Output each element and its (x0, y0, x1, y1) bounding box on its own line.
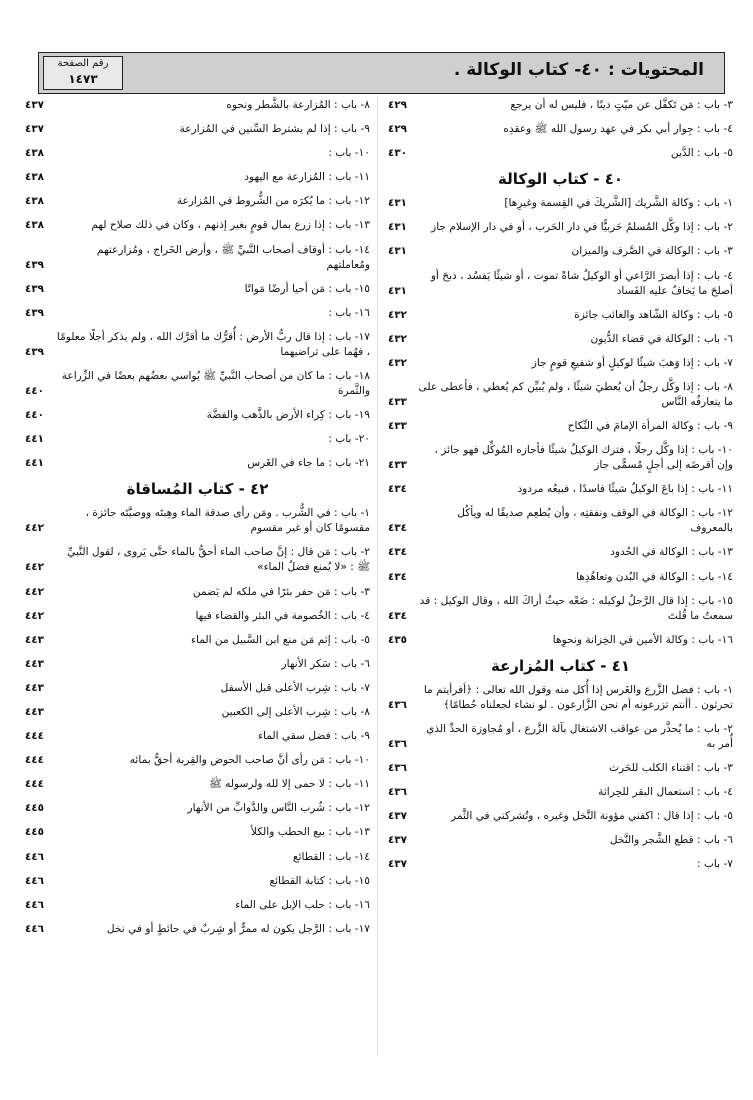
toc-entry[interactable] (388, 332, 733, 347)
toc-entry-title: ٨- باب : إذا وكَّل رجلٌ أن يُعطيَ شيئًا ، ولم يُبيِّن كم يُعطي ، فأعطى على ما يتعارفُه النَّاس (418, 380, 733, 408)
toc-entry[interactable] (388, 482, 733, 497)
page-number: ١٤٧٣ (68, 72, 98, 86)
toc-entry[interactable] (25, 633, 370, 648)
toc-entry-title: ٣- باب : اقتناء الكلب للحَرث (608, 761, 733, 774)
toc-entry-title: ٩- باب : فضل سقي الماء (258, 730, 370, 743)
page-header (38, 52, 725, 94)
toc-entry-title: ١٢- باب : شُرب النَّاس والدَّوابِّ من الأنهار (187, 802, 370, 815)
toc-entry-page: ٤٣٦ (388, 761, 408, 774)
toc-entry-page: ٤٣٦ (388, 786, 408, 799)
toc-entry-title: ١٣- باب : بيع الحطب والكلأ (250, 826, 370, 839)
toc-entry[interactable] (388, 722, 733, 752)
toc-entry-title: ٧- باب : (697, 858, 733, 871)
toc-entry-page: ٤٣٩ (25, 282, 45, 295)
toc-entry[interactable] (388, 545, 733, 560)
toc-entry[interactable] (25, 874, 370, 889)
toc-entry-page: ٤٣٧ (25, 123, 45, 136)
toc-entry-title: ١٥- باب : مَن أحيا أرضًا مَواتًا (244, 282, 370, 295)
toc-entry[interactable] (25, 898, 370, 913)
toc-entry-page: ٤٤٤ (25, 730, 45, 743)
toc-entry[interactable] (25, 243, 370, 273)
toc-entry-title: ٩- باب : إذا لم يشترط السِّنين في المُزارعة (179, 123, 370, 136)
toc-entry[interactable] (388, 380, 733, 410)
toc-entry-title: ٧- باب : إذا وَهبَ شيئًا لوكيلٍ أو شفيعِ قومٍ جاز (531, 356, 733, 369)
toc-entry[interactable] (25, 408, 370, 423)
toc-entry-page: ٤٤٢ (25, 609, 45, 622)
toc-entry[interactable] (25, 98, 370, 113)
toc-entry[interactable] (25, 609, 370, 624)
toc-entry-page: ٤٣٦ (388, 737, 408, 750)
toc-entry[interactable] (25, 585, 370, 600)
toc-entry-page: ٤٣١ (388, 221, 408, 234)
toc-entry-page: ٤٤٦ (25, 850, 45, 863)
toc-entry-title: ٤- باب : إذا أبصرَ الرَّاعي أو الوكيلُ شاةً تموت ، أو شيئًا يَفسُد ، ذبحَ أو أصلحَ ما يَخافُ عليه الفَساد (430, 269, 733, 297)
toc-entry-title: ١٤- باب : الوكالة في البُدن وتعاهُدِها (576, 570, 733, 583)
toc-entry[interactable] (25, 850, 370, 865)
left-column (25, 98, 370, 946)
toc-entry[interactable] (388, 833, 733, 848)
toc-entry-title: ٦- باب : الوكالة في قضاء الدُّيون (590, 332, 733, 345)
toc-entry-page: ٤٣٩ (25, 306, 45, 319)
toc-entry-title: ١٠- باب : إذا وكَّل رجلًا ، فترك الوكيلُ شيئًا فأجازه المُوكِّل فهو جائز ، وإن أقرضَه إلى أجلٍ مُسمًّى جاز (434, 444, 733, 472)
toc-entry-page: ٤٣٦ (388, 698, 408, 711)
toc-entry[interactable] (25, 432, 370, 447)
toc-entry-page: ٤٣٣ (388, 459, 408, 472)
toc-entry-title: ٢١- باب : ما جاء في الغَرس (247, 457, 370, 470)
toc-entry-page: ٤٤٢ (25, 522, 45, 535)
toc-entry-title: ١٧- باب : الرَّجل يكون له ممرٌّ أو شِربٌ في حائطٍ أو في نخل (106, 922, 370, 935)
toc-entry[interactable] (388, 594, 733, 624)
toc-entry-title: ٣- باب : مَن حفر بئرًا في ملكه لم يَضمن (192, 585, 370, 598)
toc-entry-title: ١١- باب : لا حمى إلا لله ولرسوله ﷺ (208, 778, 370, 791)
toc-entry-page: ٤٤٣ (25, 681, 45, 694)
toc-entry[interactable] (388, 98, 733, 113)
toc-entry[interactable] (25, 194, 370, 209)
toc-entry-page: ٤٣٨ (25, 147, 45, 160)
toc-entry-title: ١٦- باب : (328, 306, 370, 319)
toc-entry[interactable] (388, 570, 733, 585)
toc-entry-page: ٤٣٩ (25, 258, 45, 271)
toc-entry-page: ٤٣٣ (388, 420, 408, 433)
toc-entry-title: ١- باب : فضل الزَّرع والغَرس إذا أُكل منه وقول الله تعالى : ﴿أفرأيتم ما تحرثون . أأنتم تزرعونه أم نحن الزَّارعون . لو نشاء لجعلناه حُطامًا﴾ (423, 683, 733, 711)
toc-entry-title: ١٢- باب : الوكالة في الوقف ونفقتِه ، وأن يُطعِم صديقًا له ويأكُل بالمعروف (457, 507, 733, 535)
toc-entry[interactable] (25, 306, 370, 321)
toc-entry[interactable] (25, 681, 370, 696)
toc-entry[interactable] (25, 825, 370, 840)
toc-entry-page: ٤٣٧ (388, 810, 408, 823)
toc-entry[interactable] (25, 456, 370, 471)
toc-entry[interactable] (388, 443, 733, 473)
toc-entry-title: ٣- باب : الوكالة في الصَّرف والميزان (571, 245, 733, 258)
toc-entry-page: ٤٣٨ (25, 171, 45, 184)
toc-entry-page: ٤٢٩ (388, 99, 408, 111)
page-number-box (43, 56, 123, 90)
toc-entry-page: ٤٣٥ (388, 633, 408, 646)
toc-entry-title: ١٦- باب : وكالة الأمين في الخِزانة ونحوِها (552, 633, 733, 646)
toc-entry-page: ٤٤٥ (25, 826, 45, 839)
toc-entry-title: ١٥- باب : كتابة القطائع (269, 874, 370, 887)
toc-entry-title: ١١- باب : المُزارعة مع اليهود (244, 171, 370, 184)
toc-entry-page: ٤٤٣ (25, 657, 45, 670)
toc-entry-page: ٤٤١ (25, 433, 45, 446)
toc-entry-page: ٤٣٤ (388, 570, 408, 583)
toc-entry-title: ١١- باب : إذا باعَ الوكيلُ شيئًا فاسدًا ، فبيعُه مردود (517, 483, 733, 496)
toc-entry-page: ٤٤٣ (25, 633, 45, 646)
toc-entry-page: ٤٣٤ (388, 609, 408, 622)
page-number-label: رقم الصفحة (57, 58, 109, 69)
toc-entry[interactable] (388, 356, 733, 371)
toc-entry-page: ٤٣٧ (25, 99, 45, 111)
toc-entry-title: ٧- باب : شِرب الأعلى قبل الأسفل (220, 681, 370, 694)
toc-entry[interactable] (388, 122, 733, 137)
toc-entry-page: ٤٤٤ (25, 778, 45, 791)
toc-entry-title: ٥- باب : إثم مَن منع ابن السَّبيل من الماء (191, 633, 370, 646)
toc-entry-page: ٤٣٠ (388, 147, 408, 160)
toc-entry-title: ٢- باب : مَن قال : إنَّ صاحب الماء أحقُّ بالماء حتَّى يَروى ، لقول النَّبيِّ ﷺ : «لا يُمنع فضلُ الماء» (67, 546, 370, 574)
toc-entry[interactable] (25, 705, 370, 720)
toc-entry-title: ١٧- باب : إذا قال ربُّ الأرض : أُقرُّك ما أقرَّك الله ، ولم يذكر أجلًا معلومًا ، فهُما على تراضيهما (56, 330, 370, 358)
toc-entry[interactable] (388, 244, 733, 259)
toc-entry-title: ١٣- باب : الوكالة في الحُدود (610, 546, 733, 559)
toc-entry[interactable] (25, 170, 370, 185)
book-section-title: ٤٠ - كتاب الوكالة (497, 170, 624, 189)
toc-entry-page: ٤٤٦ (25, 922, 45, 935)
toc-entry[interactable] (25, 218, 370, 233)
toc-entry-title: ١٠- باب : مَن رأى أنَّ صاحب الحوض والقِربة أحقُّ بمائه (129, 754, 370, 767)
toc-entry-page: ٤٤٦ (25, 874, 45, 887)
toc-entry-title: ٢- باب : ما يُحذَّر من عواقب الاشتغال بآلة الزَّرع ، أو مُجاوزة الحدِّ الذي أُمر به (426, 722, 733, 750)
toc-entry-title: ١- باب : في الشُّرب . ومَن رأى صدقة الماء وهِبتَه ووصيَّتَه جائزة ، مقسومًا كان أو غير مقسوم (85, 507, 370, 535)
toc-entry-title: ٢٠- باب : (328, 433, 370, 446)
book-section-title: ٤٢ - كتاب المُساقاة (126, 480, 269, 499)
toc-entry-title: ١- باب : وكالة الشَّريك [الشَّريكَ في القِسمة وغيرِها] (504, 197, 733, 210)
toc-entry-title: ١٦- باب : حلب الإبل على الماء (235, 898, 370, 911)
toc-entry-page: ٤٣٩ (25, 345, 45, 358)
toc-entry-page: ٤٣٤ (388, 483, 408, 496)
toc-entry-page: ٤٤٠ (25, 409, 45, 422)
toc-entry[interactable] (25, 146, 370, 161)
toc-entry-page: ٤٣١ (388, 284, 408, 297)
toc-entry-title: ١٣- باب : إذا زرع بمال قومٍ بغير إذنهم ، وكان في ذلك صلاح لهم (91, 219, 370, 232)
toc-entry[interactable] (25, 122, 370, 137)
toc-entry-title: ٤- باب : الخُصومة في البئر والقضاء فيها (195, 609, 370, 622)
toc-entry[interactable] (388, 785, 733, 800)
toc-entry-title: ١٠- باب : (328, 147, 370, 160)
toc-entry[interactable] (25, 753, 370, 768)
toc-entry[interactable] (388, 269, 733, 299)
toc-entry-page: ٤٤٢ (25, 585, 45, 598)
toc-entry-page: ٤٤٤ (25, 754, 45, 767)
toc-entry[interactable] (25, 282, 370, 297)
toc-entry[interactable] (388, 146, 733, 161)
toc-entry-title: ١٢- باب : ما يُكرَه من الشُّروط في المُزارعة (176, 195, 370, 208)
toc-entry-page: ٤٣٢ (388, 356, 408, 369)
book-section-title: ٤١ - كتاب المُزارعة (490, 656, 631, 675)
toc-entry[interactable] (388, 857, 733, 872)
toc-entry-title: ٤- باب : جِوار أبي بكر في عهد رسول الله ﷺ وعقدِه (503, 123, 733, 136)
toc-entry-title: ٨- باب : شِرب الأعلى إلى الكعبين (221, 705, 370, 718)
toc-entry[interactable] (388, 506, 733, 536)
toc-entry[interactable] (25, 801, 370, 816)
toc-entry-page: ٤٣٣ (388, 395, 408, 408)
toc-entry-page: ٤٤٠ (25, 384, 45, 397)
header-title: المحتويات : ٤٠- كتاب الوكالة . (453, 60, 704, 80)
toc-entry-title: ٤- باب : استعمال البقر للحِراثة (598, 786, 733, 799)
toc-entry-page: ٤٣٧ (388, 834, 408, 847)
toc-entry-page: ٤٤٢ (25, 561, 45, 574)
toc-entry-title: ٦- باب : سَكر الأنهار (281, 657, 370, 670)
toc-entry-page: ٤٢٩ (388, 123, 408, 136)
toc-entry-page: ٤٣١ (388, 245, 408, 258)
toc-entry-page: ٤٣١ (388, 197, 408, 210)
toc-entry[interactable] (25, 330, 370, 360)
toc-entry-page: ٤٣٢ (388, 308, 408, 321)
toc-entry-page: ٤٤١ (25, 457, 45, 470)
toc-entry-page: ٤٣٧ (388, 858, 408, 871)
toc-entry-page: ٤٣٨ (25, 219, 45, 232)
toc-entry[interactable] (388, 761, 733, 776)
column-divider (377, 96, 378, 1056)
toc-entry-page: ٤٤٦ (25, 898, 45, 911)
toc-entry-title: ١٥- باب : إذا قال الرَّجلُ لوكيله : ضَعْه حيثُ أراكَ الله ، وقال الوكيل : قد سمعتُ ما قُلتَ (419, 594, 733, 622)
toc-entry-title: ١٤- باب : أوقاف أصحاب النَّبيِّ ﷺ ، وأرض الخَراج ، ومُزارعتهم ومُعاملتهم (96, 243, 370, 271)
toc-entry[interactable] (25, 922, 370, 937)
toc-entry-title: ٣- باب : مَن تَكفَّل عن ميّتٍ دينًا ، فليس له أن يرجع (510, 99, 733, 111)
toc-entry[interactable] (25, 545, 370, 575)
toc-entry[interactable] (388, 809, 733, 824)
right-column (388, 98, 733, 881)
toc-entry-page: ٤٤٣ (25, 705, 45, 718)
toc-entry-title: ١٨- باب : ما كان من أصحاب النَّبيِّ ﷺ يُواسي بعضُهم بعضًا في الزِّراعة والثَّمرة (61, 369, 370, 397)
toc-entry[interactable] (25, 506, 370, 536)
toc-entry-title: ٥- باب : الدَّين (670, 147, 733, 160)
toc-entry-page: ٤٣٤ (388, 522, 408, 535)
toc-entry-page: ٤٤٥ (25, 802, 45, 815)
toc-entry[interactable] (25, 657, 370, 672)
toc-entry[interactable] (388, 308, 733, 323)
toc-entry-page: ٤٣٢ (388, 332, 408, 345)
toc-entry-title: ٨- باب : المُزارعة بالشَّطر ونحوه (226, 99, 370, 111)
toc-entry[interactable] (388, 683, 733, 713)
toc-entry[interactable] (388, 196, 733, 211)
toc-entry-title: ٩- باب : وكالة المرأة الإمامَ في النِّكاح (567, 420, 733, 433)
toc-entry-title: ٥- باب : وكالة الشّاهد والغائب جائزة (574, 308, 733, 321)
toc-entry-page: ٤٣٤ (388, 546, 408, 559)
toc-entry-title: ١٩- باب : كِراء الأرض بالذَّهب والفضَّة (206, 409, 370, 422)
toc-entry-title: ٢- باب : إذا وكَّل المُسلمُ حَربيًّا في دار الحَرب ، أو في دار الإسلام جاز (431, 221, 733, 234)
toc-entry-title: ٥- باب : إذا قال : اكفني مؤونة النَّخل وغيره ، وتُشركني في الثَّمر (450, 810, 733, 823)
toc-entry[interactable] (388, 633, 733, 648)
toc-entry-page: ٤٣٨ (25, 195, 45, 208)
toc-entry[interactable] (25, 369, 370, 399)
toc-entry-title: ١٤- باب : القطائع (292, 850, 370, 863)
toc-entry[interactable] (388, 419, 733, 434)
toc-entry[interactable] (25, 777, 370, 792)
toc-entry-title: ٦- باب : قطع الشَّجر والنَّخل (609, 834, 733, 847)
toc-entry[interactable] (388, 220, 733, 235)
toc-entry[interactable] (25, 729, 370, 744)
